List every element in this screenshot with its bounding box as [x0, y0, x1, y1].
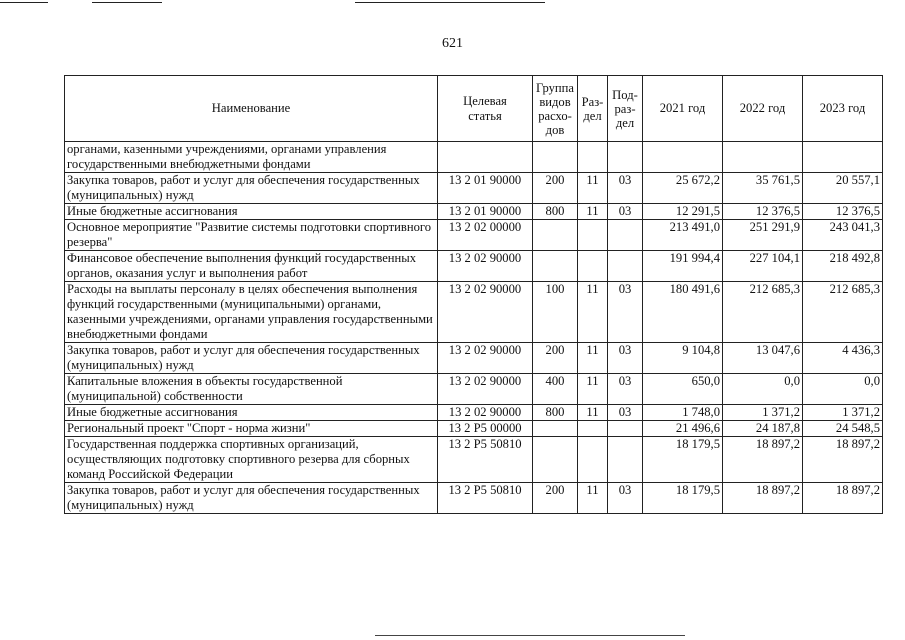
- top-rule-left: [0, 2, 48, 3]
- cell-group: 400: [533, 374, 578, 405]
- cell-subsection: 03: [608, 374, 643, 405]
- cell-2021: 213 491,0: [643, 220, 723, 251]
- bottom-rule: [375, 635, 685, 636]
- cell-group: 200: [533, 343, 578, 374]
- cell-2023: 18 897,2: [803, 483, 883, 514]
- table-row: [65, 282, 883, 343]
- cell-2021: 12 291,5: [643, 204, 723, 220]
- cell-group: 100: [533, 282, 578, 343]
- cell-subsection: [608, 220, 643, 251]
- header-group: Группа видов расхо-дов: [533, 76, 578, 142]
- cell-target: 13 2 02 90000: [438, 343, 533, 374]
- cell-2022: 18 897,2: [723, 437, 803, 483]
- cell-2021: 18 179,5: [643, 483, 723, 514]
- page-number: 621: [442, 36, 463, 51]
- cell-name: Закупка товаров, работ и услуг для обеспечения государственных (муниципальных) нужд: [65, 483, 438, 514]
- cell-target: 13 2 P5 50810: [438, 483, 533, 514]
- cell-name: Закупка товаров, работ и услуг для обеспечения государственных (муниципальных) нужд: [65, 173, 438, 204]
- budget-table: [64, 75, 883, 514]
- cell-2021: 18 179,5: [643, 437, 723, 483]
- cell-section: [578, 251, 608, 282]
- cell-section: [578, 437, 608, 483]
- cell-target: 13 2 P5 50810: [438, 437, 533, 483]
- cell-group: [533, 251, 578, 282]
- cell-target: 13 2 02 00000: [438, 220, 533, 251]
- cell-subsection: 03: [608, 282, 643, 343]
- cell-section: [578, 421, 608, 437]
- cell-2021: [643, 142, 723, 173]
- cell-name: Финансовое обеспечение выполнения функций государственных органов, оказания услуг и выполнения работ: [65, 251, 438, 282]
- cell-group: 800: [533, 204, 578, 220]
- cell-2022: 18 897,2: [723, 483, 803, 514]
- cell-section: 11: [578, 405, 608, 421]
- cell-subsection: 03: [608, 405, 643, 421]
- cell-target: [438, 142, 533, 173]
- cell-target: 13 2 P5 00000: [438, 421, 533, 437]
- cell-2021: 9 104,8: [643, 343, 723, 374]
- table-header-row: [65, 76, 883, 142]
- cell-2023: 218 492,8: [803, 251, 883, 282]
- cell-target: 13 2 01 90000: [438, 204, 533, 220]
- cell-target: 13 2 02 90000: [438, 405, 533, 421]
- cell-2022: 1 371,2: [723, 405, 803, 421]
- cell-subsection: [608, 437, 643, 483]
- cell-2023: [803, 142, 883, 173]
- cell-target: 13 2 01 90000: [438, 173, 533, 204]
- table-row: [65, 142, 883, 173]
- cell-subsection: [608, 142, 643, 173]
- table-row: [65, 251, 883, 282]
- cell-group: 200: [533, 173, 578, 204]
- header-name: Наименование: [65, 76, 438, 142]
- cell-2023: 20 557,1: [803, 173, 883, 204]
- table-row: [65, 437, 883, 483]
- cell-name: Иные бюджетные ассигнования: [65, 204, 438, 220]
- cell-target: 13 2 02 90000: [438, 374, 533, 405]
- cell-2022: 12 376,5: [723, 204, 803, 220]
- cell-name: Региональный проект "Спорт - норма жизни": [65, 421, 438, 437]
- header-section: Раз-дел: [578, 76, 608, 142]
- cell-2022: 212 685,3: [723, 282, 803, 343]
- cell-2023: 12 376,5: [803, 204, 883, 220]
- cell-2023: 243 041,3: [803, 220, 883, 251]
- cell-2022: 24 187,8: [723, 421, 803, 437]
- cell-section: [578, 142, 608, 173]
- header-2023: 2023 год: [803, 76, 883, 142]
- cell-2022: 227 104,1: [723, 251, 803, 282]
- cell-group: [533, 421, 578, 437]
- cell-name: Закупка товаров, работ и услуг для обеспечения государственных (муниципальных) нужд: [65, 343, 438, 374]
- cell-group: [533, 437, 578, 483]
- table-row: [65, 483, 883, 514]
- top-rule-mid: [92, 2, 162, 3]
- table-row: [65, 173, 883, 204]
- cell-section: [578, 220, 608, 251]
- cell-2023: 4 436,3: [803, 343, 883, 374]
- cell-section: 11: [578, 374, 608, 405]
- cell-2021: 21 496,6: [643, 421, 723, 437]
- header-target: Целевая статья: [438, 76, 533, 142]
- cell-section: 11: [578, 483, 608, 514]
- cell-subsection: 03: [608, 204, 643, 220]
- cell-target: 13 2 02 90000: [438, 282, 533, 343]
- cell-2021: 191 994,4: [643, 251, 723, 282]
- cell-2023: 0,0: [803, 374, 883, 405]
- cell-name: Капитальные вложения в объекты государственной (муниципальной) собственности: [65, 374, 438, 405]
- cell-subsection: 03: [608, 483, 643, 514]
- cell-name: Государственная поддержка спортивных организаций, осуществляющих подготовку спортивного резерва для сборных команд Российской Федерации: [65, 437, 438, 483]
- cell-group: 800: [533, 405, 578, 421]
- cell-2023: 18 897,2: [803, 437, 883, 483]
- cell-name: Расходы на выплаты персоналу в целях обеспечения выполнения функций государственными (муниципальными) органами, казенными учреждениями, органами управления государственными внебюджетными фондами: [65, 282, 438, 343]
- table-row: [65, 204, 883, 220]
- cell-2022: 13 047,6: [723, 343, 803, 374]
- cell-name: Основное мероприятие "Развитие системы подготовки спортивного резерва": [65, 220, 438, 251]
- cell-2022: 35 761,5: [723, 173, 803, 204]
- cell-group: [533, 142, 578, 173]
- cell-section: 11: [578, 204, 608, 220]
- table-row: [65, 343, 883, 374]
- cell-target: 13 2 02 90000: [438, 251, 533, 282]
- cell-2023: 1 371,2: [803, 405, 883, 421]
- table-row: [65, 374, 883, 405]
- cell-subsection: 03: [608, 343, 643, 374]
- table-row: [65, 405, 883, 421]
- top-rule-right: [355, 2, 545, 3]
- cell-2022: [723, 142, 803, 173]
- cell-2022: 251 291,9: [723, 220, 803, 251]
- cell-name: органами, казенными учреждениями, органами управления государственными внебюджетными фондами: [65, 142, 438, 173]
- cell-subsection: [608, 251, 643, 282]
- cell-2021: 25 672,2: [643, 173, 723, 204]
- header-2022: 2022 год: [723, 76, 803, 142]
- table-row: [65, 220, 883, 251]
- cell-2021: 180 491,6: [643, 282, 723, 343]
- cell-section: 11: [578, 343, 608, 374]
- cell-subsection: 03: [608, 173, 643, 204]
- table-row: [65, 421, 883, 437]
- cell-2021: 1 748,0: [643, 405, 723, 421]
- cell-2023: 24 548,5: [803, 421, 883, 437]
- header-2021: 2021 год: [643, 76, 723, 142]
- cell-name: Иные бюджетные ассигнования: [65, 405, 438, 421]
- cell-group: [533, 220, 578, 251]
- cell-section: 11: [578, 173, 608, 204]
- cell-group: 200: [533, 483, 578, 514]
- cell-2021: 650,0: [643, 374, 723, 405]
- cell-2022: 0,0: [723, 374, 803, 405]
- cell-subsection: [608, 421, 643, 437]
- header-subsection: Под-раз-дел: [608, 76, 643, 142]
- cell-section: 11: [578, 282, 608, 343]
- cell-2023: 212 685,3: [803, 282, 883, 343]
